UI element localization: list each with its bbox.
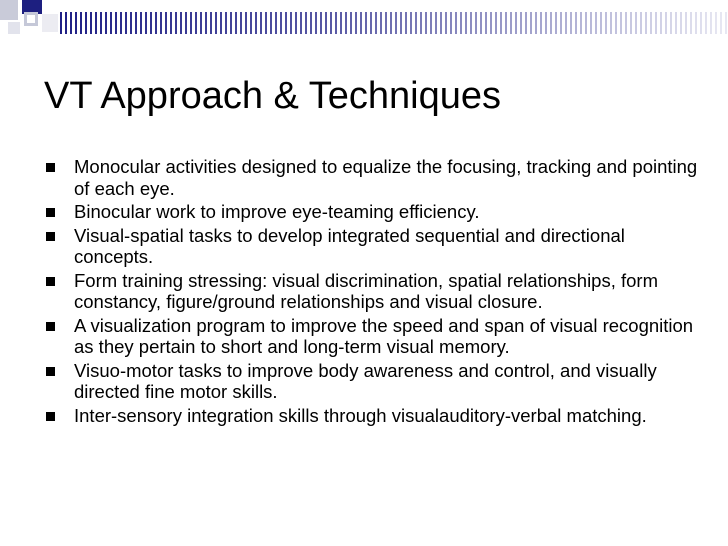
decor-square [24,12,38,26]
bullet-text: Visual-spatial tasks to develop integrated sequential and directional concepts. [74,224,625,267]
square-bullet-icon [46,322,55,331]
square-bullet-icon [46,232,55,241]
square-bullet-icon [46,412,55,421]
bullet-text: A visualization program to improve the speed and span of visual recognition as they pertain to short and long-term visual memory. [74,314,694,357]
decor-square [8,22,20,34]
bullet-text: Form training stressing: visual discrimination, spatial relationships, form constancy, figure/ground relationships and visual closure. [74,269,658,312]
bullet-item [44,270,704,313]
bullet-list [44,156,704,428]
bullet-text: Monocular activities designed to equalize the focusing, tracking and pointing of each eye. [74,156,698,199]
bullet-item [44,225,704,268]
bullet-text: Binocular work to improve eye-teaming efficiency. [74,201,480,222]
decor-square [0,0,18,20]
square-bullet-icon [46,163,55,172]
bullet-item [44,405,704,427]
bullet-item [44,315,704,358]
square-bullet-icon [46,367,55,376]
bullet-text: Inter-sensory integration skills through visualauditory-verbal matching. [74,404,647,426]
slide-title: VT Approach & Techniques [44,75,502,117]
square-bullet-icon [46,208,55,217]
header-decoration [0,0,728,40]
decor-square [42,14,58,32]
bullet-item [44,360,704,403]
bullet-item [44,156,704,199]
square-bullet-icon [46,277,55,286]
bullet-item [44,201,704,223]
bullet-text: Visuo-motor tasks to improve body awareness and control, and visually directed fine motor skills. [74,359,657,402]
header-stripes [60,12,728,34]
